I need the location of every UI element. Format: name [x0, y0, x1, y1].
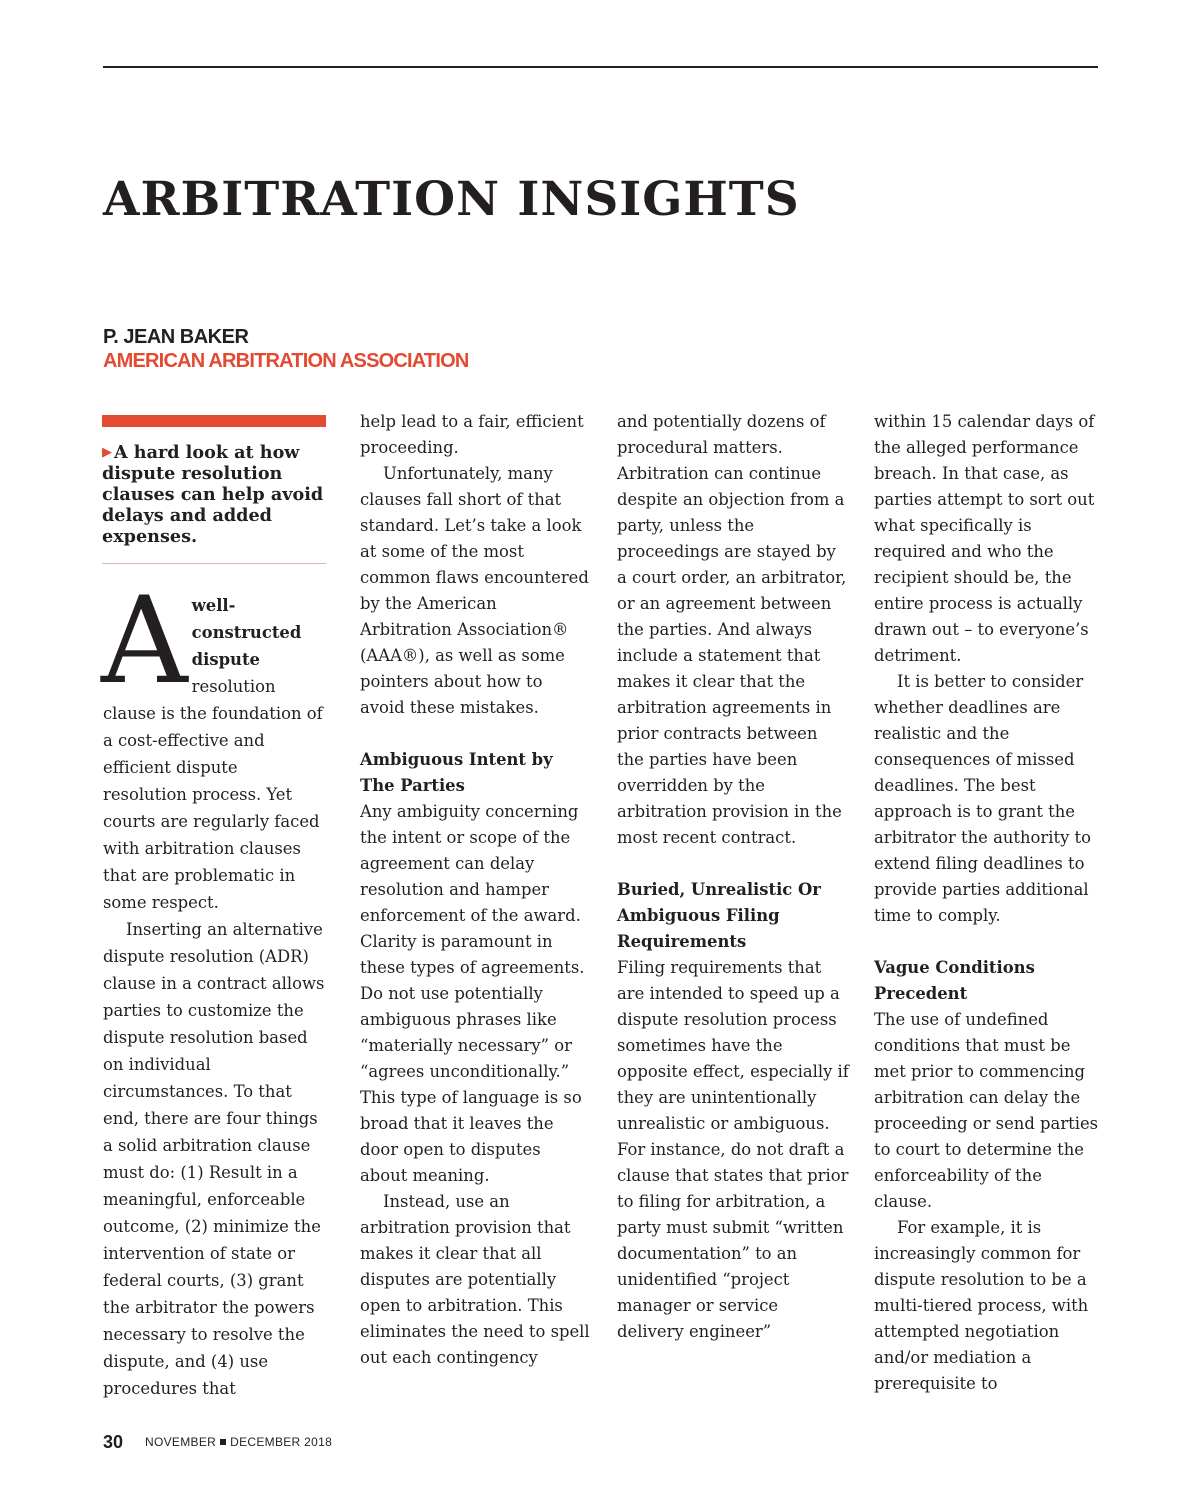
paragraph: Unfortunately, many clauses fall short of that standard. Let’s take a look at some of the most common flaws encountered by the American Arbitration Association® (AAA®), as well as some pointers about how to avoid these mistakes.	[360, 464, 589, 717]
deck-text: A hard look at how dispute resolution clauses can help avoid delays and added expenses.	[102, 442, 324, 547]
deck-accent-bar	[102, 415, 326, 427]
triangle-bullet-icon: ▶	[102, 445, 112, 460]
page-number: 30	[103, 1432, 124, 1452]
square-separator-icon	[220, 1439, 226, 1445]
drop-cap: A	[101, 572, 188, 711]
paragraph: It is better to consider whether deadlines are realistic and the consequences of missed deadlines. The best approach is to grant the arbitrator the authority to extend filing deadlines to provide parties additional time to comply.	[874, 672, 1092, 925]
lead-bold-text: well-constructed dispute	[191, 596, 302, 669]
paragraph: and potentially dozens of procedural matters. Arbitration can continue despite an objection from a party, unless the proceedings are stayed by a court order, an arbitrator, or an agreement between the parties. And always include a statement that makes it clear that the arbitration agreements in prior contracts between the parties have been overridden by the arbitration provision in the most recent contract.	[617, 412, 847, 847]
paragraph: Filing requirements that are intended to speed up a dispute resolution process sometimes have the opposite effect, especially if they are unintentionally unrealistic or ambiguous. For instance, do not draft a clause that states that prior to filing for arbitration, a party must submit “written documentation” to an unidentified “project manager or service delivery engineer”	[617, 958, 849, 1341]
page-footer	[103, 1432, 332, 1453]
section-heading: Ambiguous Intent by The Parties	[360, 750, 553, 795]
paragraph: For example, it is increasingly common for dispute resolution to be a multi-tiered process, with attempted negotiation and/or mediation a prerequisite to	[874, 1218, 1089, 1393]
deck	[102, 442, 328, 547]
section-heading: Buried, Unrealistic Or Ambiguous Filing Requirements	[617, 880, 821, 951]
page-title: ARBITRATION INSIGHTS	[103, 172, 800, 227]
article-column-2	[360, 409, 592, 1371]
paragraph: The use of undefined conditions that must be met prior to commencing arbitration can delay the proceeding or send parties to court to determine the enforceability of the clause.	[874, 1010, 1099, 1211]
paragraph: Any ambiguity concerning the intent or scope of the agreement can delay resolution and hamper enforcement of the award. Clarity is paramount in these types of agreements. Do not use potentially ambiguous phrases like “materially necessary” or “agrees unconditionally.” This type of language is so broad that it leaves the door open to disputes about meaning.	[360, 802, 585, 1185]
top-rule	[103, 66, 1098, 68]
article-column-3	[617, 409, 849, 1345]
deck-divider	[102, 563, 326, 564]
article-column-1	[101, 572, 325, 1402]
section-heading: Vague Conditions Precedent	[874, 958, 1035, 1003]
author-organization: AMERICAN ARBITRATION ASSOCIATION	[103, 350, 469, 372]
issue-date: NOVEMBER DECEMBER 2018	[145, 1435, 333, 1449]
paragraph: help lead to a fair, efficient proceeding.	[360, 412, 584, 457]
lead-paragraph	[101, 572, 325, 916]
paragraph: Instead, use an arbitration provision that makes it clear that all disputes are potentially open to arbitration. This eliminates the need to spell out each contingency	[360, 1192, 590, 1367]
lead-text: resolution clause is the foundation of a cost-effective and efficient dispute resolution process. Yet courts are regularly faced with arbitration clauses that are problematic in some respect.	[103, 677, 323, 912]
author-name: P. JEAN BAKER	[103, 326, 249, 348]
article-column-4	[874, 409, 1100, 1397]
paragraph: within 15 calendar days of the alleged performance breach. In that case, as parties attempt to sort out what specifically is required and who the recipient should be, the entire process is actually drawn out – to everyone’s detriment.	[874, 412, 1095, 665]
paragraph: Inserting an alternative dispute resolution (ADR) clause in a contract allows parties to customize the dispute resolution based on individual circumstances. To that end, there are four things a solid arbitration clause must do: (1) Result in a meaningful, enforceable outcome, (2) minimize the intervention of state or federal courts, (3) grant the arbitrator the powers necessary to resolve the dispute, and (4) use procedures that	[103, 920, 325, 1398]
byline	[103, 325, 469, 373]
